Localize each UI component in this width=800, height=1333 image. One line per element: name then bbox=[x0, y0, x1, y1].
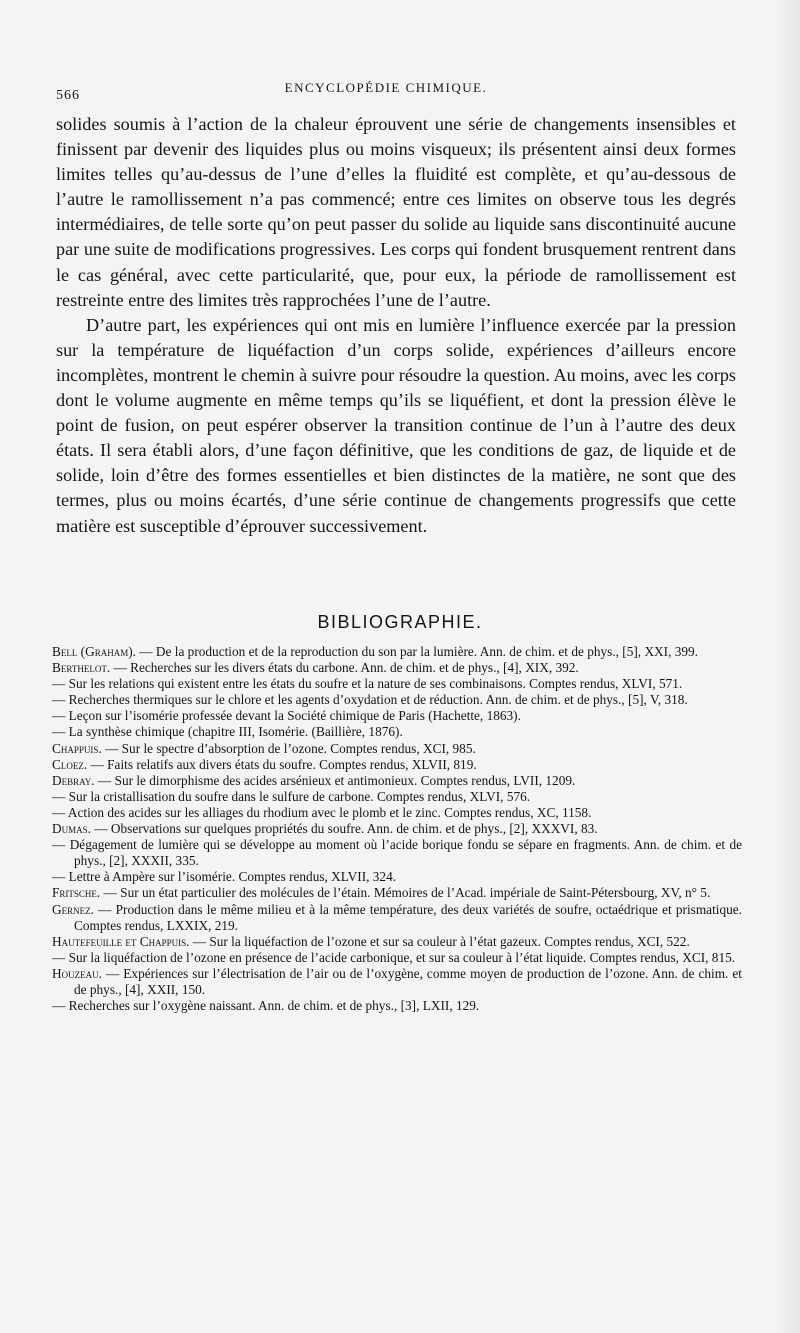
bibliography-entry bbox=[52, 998, 742, 1014]
bibliography-entry bbox=[52, 821, 742, 837]
bibliography-entry bbox=[52, 902, 742, 934]
entry-text: — Sur la liquéfaction de l’ozone en présence de l’acide carbonique, et sur sa couleur à l’état liquide. Comptes rendus, XCI, 815. bbox=[52, 949, 736, 965]
body-paragraph: solides soumis à l’action de la chaleur éprouvent une série de changements insensibles et finissent par devenir des liquides plus ou moins visqueux; ils présentent ainsi deux formes limites telles qu’au-dessus de l’une d’elles la fluidité est complète, et qu’au-dessous de l’autre le ramollissement n’a pas commencé; entre ces limites on observe tous les degrés intermédiaires, de telle sorte qu’on peut passer du solide au liquide sans discontinuité aucune par une suite de modifications progressives. Les corps qui fondent brusquement rentrent dans le cas général, avec cette particularité, que, pour eux, la période de ramollissement est restreinte entre des limites très rapprochées l’une de l’autre. bbox=[56, 114, 736, 310]
entry-text: — Action des acides sur les alliages du rhodium avec le plomb et le zinc. Comptes rendus, XC, 1158. bbox=[52, 804, 592, 820]
bibliography-entry bbox=[52, 966, 742, 998]
entry-text: Observations sur quelques propriétés du soufre. Ann. de chim. et de phys., [2], XXXVI, 83. bbox=[110, 821, 598, 837]
bibliography-entry bbox=[52, 741, 742, 757]
running-title: ENCYCLOPÉDIE CHIMIQUE. bbox=[284, 80, 488, 95]
body-paragraph: D’autre part, les expériences qui ont mis en lumière l’influence exercée par la pression sur la température de liquéfaction d’un corps solide, expériences d’ailleurs encore incomplètes, montrent le chemin à suivre pour résoudre la question. Au moins, avec les corps dont le volume augmente en même temps qu’ils se liquéfient, et dont la pression élève le point de fusion, on peut espérer observer la transition continue de l’un à l’autre des deux états. Il sera établi alors, d’une façon définitive, que les conditions de gaz, de liquide et de solide, loin d’être des formes essentielles et bien distinctes de la matière, ne sont que des termes, plus ou moins écartés, d’une série continue de changements progressifs que cette matière est susceptible d’éprouver successivement. bbox=[56, 314, 736, 536]
entry-text: — Sur la cristallisation du soufre dans le sulfure de carbone. Comptes rendus, XLVI, 576. bbox=[52, 788, 531, 804]
bibliography-entry bbox=[52, 660, 742, 676]
entry-text: — Leçon sur l’isomérie professée devant la Société chimique de Paris (Hachette, 1863). bbox=[52, 708, 521, 724]
entry-text: Expériences sur l’électrisation de l’air ou de l’oxygène, comme moyen de production de l’ozone. Ann. de chim. et de phys., [4], XXII, 150. bbox=[74, 965, 742, 997]
bibliography-entry bbox=[52, 805, 742, 821]
entry-text: — Recherches thermiques sur le chlore et les agents d’oxydation et de réduction. Ann. de chim. et de phys., [5], V, 318. bbox=[52, 692, 688, 708]
bibliography-title: BIBLIOGRAPHIE. bbox=[317, 612, 483, 632]
bibliography-list bbox=[52, 644, 742, 1014]
bibliography-entry bbox=[52, 934, 742, 950]
entry-author: Dumas. — bbox=[52, 821, 111, 837]
entry-author: Cloez. — bbox=[52, 756, 108, 772]
bibliography-entry bbox=[52, 757, 742, 773]
bibliography-entry bbox=[52, 773, 742, 789]
entry-text: Recherches sur les divers états du carbone. Ann. de chim. et de phys., [4], XIX, 392. bbox=[130, 660, 579, 676]
entry-author: Debray. — bbox=[52, 772, 115, 788]
bibliography-entry bbox=[52, 724, 742, 740]
entry-text: De la production et de la reproduction du son par la lumière. Ann. de chim. et de phys., [5], XXI, 399. bbox=[155, 644, 698, 659]
entry-text: Sur la liquéfaction de l’ozone et sur sa couleur à l’état gazeux. Comptes rendus, XCI, 522. bbox=[209, 933, 690, 949]
page-header bbox=[56, 80, 716, 102]
page-edge-shadow bbox=[776, 0, 800, 1333]
entry-text: Faits relatifs aux divers états du soufre. Comptes rendus, XLVII, 819. bbox=[107, 756, 477, 772]
entry-author: Fritsche. — bbox=[52, 885, 121, 901]
bibliography-entry bbox=[52, 885, 742, 901]
main-text bbox=[56, 112, 736, 539]
bibliography-entry bbox=[52, 644, 742, 660]
entry-author: Hautefeuille et Chappuis. — bbox=[52, 933, 210, 949]
bibliography-entry bbox=[52, 676, 742, 692]
entry-author: Chappuis. — bbox=[52, 740, 122, 756]
entry-text: — Lettre à Ampère sur l’isomérie. Comptes rendus, XLVII, 324. bbox=[52, 869, 397, 885]
bibliography-entry bbox=[52, 789, 742, 805]
bibliography-entry bbox=[52, 869, 742, 885]
entry-text: Sur un état particulier des molécules de l’étain. Mémoires de l’Acad. impériale de Saint-Pétersbourg, XV, n° 5. bbox=[120, 885, 711, 901]
bibliography-entry bbox=[52, 692, 742, 708]
bibliography-entry bbox=[52, 708, 742, 724]
entry-author: Bell (Graham). — bbox=[52, 644, 156, 659]
entry-text: Sur le spectre d’absorption de l’ozone. Comptes rendus, XCI, 985. bbox=[121, 740, 476, 756]
entry-text: — La synthèse chimique (chapitre III, Isomérie. (Baillière, 1876). bbox=[52, 724, 403, 740]
entry-text: — Dégagement de lumière qui se développe au moment où l’acide borique fondu se sépare en fragments. Ann. de chim. et de phys., [2], XXXII, 335. bbox=[52, 837, 742, 869]
bibliography-entry bbox=[52, 837, 742, 869]
entry-text: — Sur les relations qui existent entre les états du soufre et la nature de ses combinaisons. Comptes rendus, XLVI, 571. bbox=[52, 676, 683, 692]
entry-author: Gernez. — bbox=[52, 901, 116, 917]
entry-author: Houzeau. — bbox=[52, 965, 124, 981]
entry-text: — Recherches sur l’oxygène naissant. Ann. de chim. et de phys., [3], LXII, 129. bbox=[52, 998, 480, 1014]
entry-text: Sur le dimorphisme des acides arsénieux et antimonieux. Comptes rendus, LVII, 1209. bbox=[114, 772, 576, 788]
entry-text: Production dans le même milieu et à la même température, des deux variétés de soufre, octaédrique et prismatique. Comptes rendus, LXXIX, 219. bbox=[74, 901, 742, 933]
bibliography-entry bbox=[52, 950, 742, 966]
page-number: 566 bbox=[56, 88, 80, 103]
entry-author: Berthelot. — bbox=[52, 660, 131, 676]
